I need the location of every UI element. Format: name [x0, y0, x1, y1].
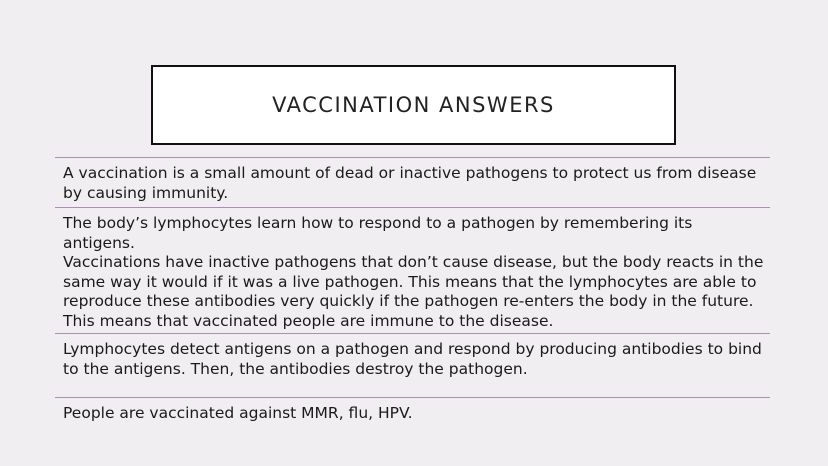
answer-list — [55, 157, 770, 438]
title-box — [151, 65, 676, 145]
answer-2: The body’s lymphocytes learn how to respond to a pathogen by remembering its antigens. Vaccinations have inactive pathogens that don’t cause disease, but the body reacts in the same way it would if it was a live pathogen. This means that the lymphocytes are able to reproduce these antibodies very quickly if the pathogen re-enters the body in the future. This means that vaccinated people are immune to the disease. — [63, 214, 764, 330]
answer-3: Lymphocytes detect antigens on a pathogen and respond by producing antibodies to bind to the antigens. Then, the antibodies destroy the pathogen. — [63, 340, 762, 378]
answer-4: People are vaccinated against MMR, flu, HPV. — [63, 404, 413, 422]
slide-title: VACCINATION ANSWERS — [272, 93, 555, 117]
answer-1: A vaccination is a small amount of dead or inactive pathogens to protect us from disease by causing immunity. — [63, 164, 757, 202]
